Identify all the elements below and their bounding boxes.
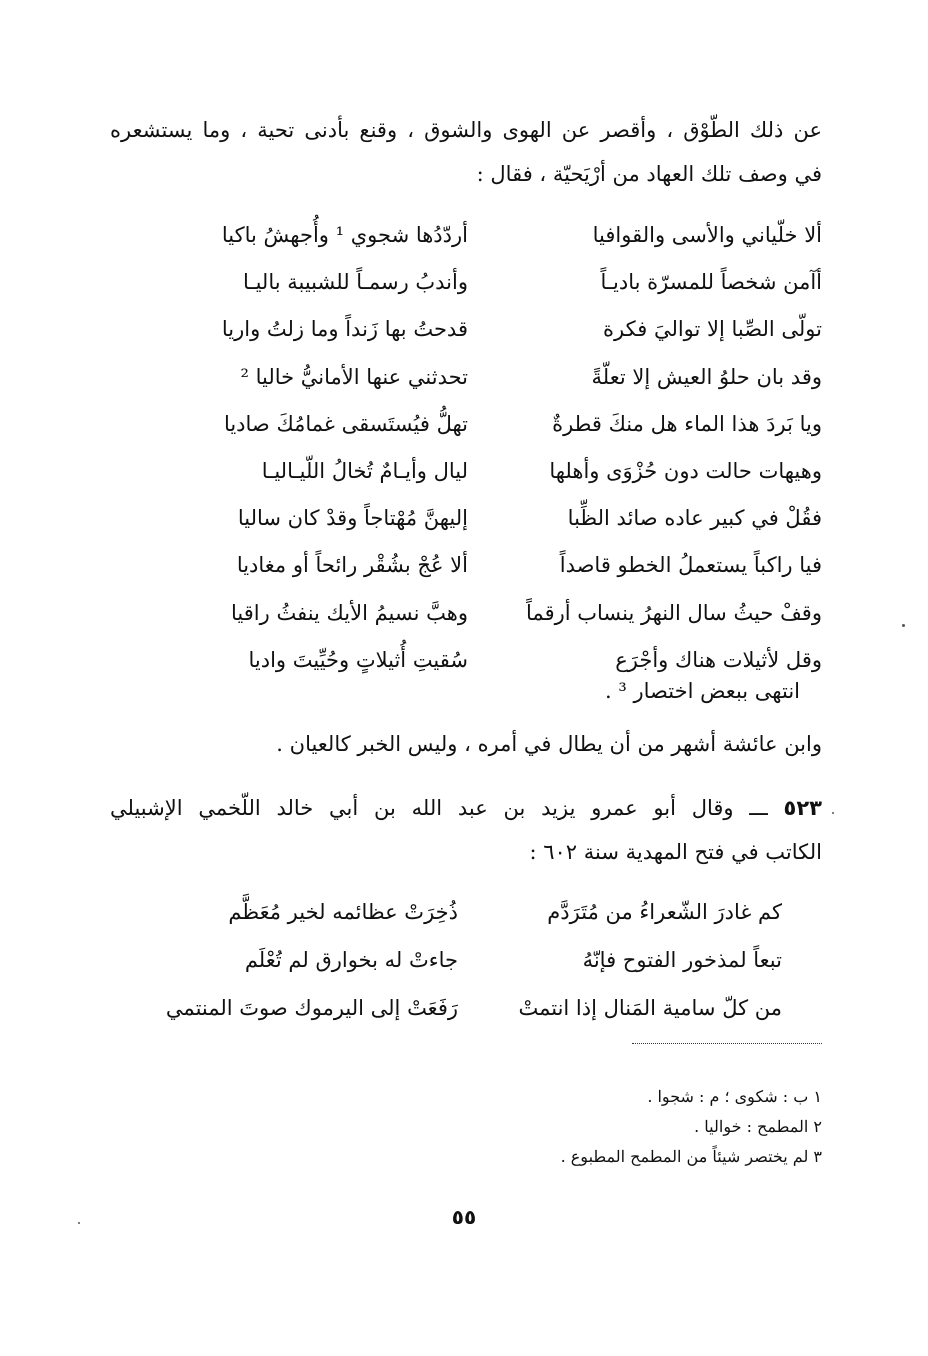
verse-second-hemistich: وهبَّ نسيمُ الأيك ينفثُ راقيا xyxy=(231,600,468,625)
verse-first-hemistich: وقفْ حيثُ سال النهرُ ينساب أرقماً xyxy=(526,600,822,625)
scan-speck xyxy=(902,624,905,627)
scan-speck xyxy=(78,1222,80,1224)
verse-second-hemistich: إليهنَّ مُهْتاجاً وقدْ كان ساليا xyxy=(237,506,468,531)
footnote-separator xyxy=(632,1043,822,1044)
verse-first-hemistich: تبعاً لمذخور الفتوح فإنّهُ xyxy=(582,948,782,972)
page-number: ٥٥ xyxy=(451,1205,477,1229)
verse-second-hemistich: سُقيتِ أُثيلاتٍ وحُيِّيتَ واديا xyxy=(248,647,468,672)
verse-row xyxy=(100,448,822,495)
entry-523-paragraph xyxy=(110,786,822,874)
verse-second-hemistich: تحدثني عنها الأمانيُّ خاليا ² xyxy=(240,364,468,389)
footnotes xyxy=(430,1082,822,1172)
poem-1 xyxy=(100,212,822,684)
verse-row xyxy=(100,354,822,401)
ibn-aisha-sentence: وابن عائشة أشهر من أن يطال في أمره ، وليس الخبر كالعيان . xyxy=(276,732,822,756)
verse-first-hemistich: فيا راكباً يستعملُ الخطو قاصداً xyxy=(559,553,822,578)
intro-line-1: عن ذلك الطّوْق ، وأقصر عن الهوى والشوق ، وقنع بأدنى تحية ، وما يستشعره xyxy=(110,118,822,142)
verse-first-hemistich: من كلّ سامية المَنال إذا انتمتْ xyxy=(518,996,782,1020)
footnote-3: ٣ لم يختصر شيئاً من المطمح المطبوع . xyxy=(560,1147,822,1166)
verse-first-hemistich: فقُلْ في كبير عاده صائد الظِّبا xyxy=(567,506,822,531)
entry-line-1-text: ـــ وقال أبو عمرو يزيد بن عبد الله بن أبي خالد اللّخمي الإشبيلي xyxy=(110,796,784,820)
verse-row xyxy=(150,888,822,936)
verse-second-hemistich: جاءتْ له بخوارق لم تُعْلَم xyxy=(244,948,458,972)
verse-first-hemistich: وهيهات حالت دون حُزْوَى وأهلها xyxy=(549,458,822,483)
verse-row xyxy=(100,306,822,353)
poem-2 xyxy=(150,888,822,1032)
abridgement-note: انتهى ببعض اختصار ³ . xyxy=(605,679,800,703)
verse-first-hemistich: وقل لأثيلات هناك وأجْرَع xyxy=(615,647,822,672)
verse-second-hemistich: تهلُّ فيُستَسقى غمامُكَ صاديا xyxy=(223,411,468,436)
intro-line-2: في وصف تلك العهاد من أرْيَحيّة ، فقال : xyxy=(476,162,822,186)
footnote-1: ١ ب : شكوى ؛ م : شجوا . xyxy=(647,1087,822,1106)
entry-line-2: الكاتب في فتح المهدية سنة ٦٠٢ : xyxy=(529,840,822,864)
verse-row xyxy=(100,401,822,448)
verse-second-hemistich: رَفَعَتْ إلى اليرموك صوتَ المنتمي xyxy=(165,996,458,1020)
verse-row xyxy=(100,212,822,259)
verse-row xyxy=(100,259,822,306)
verse-first-hemistich: ألا خلّياني والأسى والقوافيا xyxy=(592,223,822,247)
verse-row xyxy=(100,590,822,637)
verse-row xyxy=(100,542,822,589)
entry-line-1 xyxy=(110,786,822,830)
entry-number: ٥٢٣ xyxy=(783,796,822,820)
verse-row xyxy=(150,936,822,984)
scan-speck xyxy=(832,812,834,814)
verse-first-hemistich: ويا بَردَ هذا الماء هل منكَ قطرةٌ xyxy=(552,411,822,436)
verse-row xyxy=(100,495,822,542)
verse-second-hemistich: قدحتُ بها زَنداً وما زلتُ واريا xyxy=(221,317,468,342)
verse-first-hemistich: كم غادرَ الشّعراءُ من مُتَرَدَّم xyxy=(547,900,782,924)
verse-first-hemistich: وقد بان حلوُ العيش إلا تعلّةً xyxy=(591,364,822,389)
intro-paragraph xyxy=(110,108,822,196)
verse-second-hemistich: ألا عُجْ بشُقْر رائحاً أو مغاديا xyxy=(236,553,468,578)
verse-first-hemistich: تولّى الصِّبا إلا تواليَ فكرة xyxy=(603,317,822,342)
verse-second-hemistich: ذُخِرَتْ عظائمه لخير مُعَظَّم xyxy=(228,900,458,924)
verse-second-hemistich: ليال وأيـامٌ تُخالُ اللّيـاليـا xyxy=(261,458,468,483)
verse-row xyxy=(150,984,822,1032)
verse-second-hemistich: وأندبُ رسمـاً للشبيبة باليـا xyxy=(243,270,468,295)
footnote-2: ٢ المطمح : خواليا . xyxy=(694,1117,822,1136)
verse-second-hemistich: أردّدُها شجوي ¹ وأُجهشُ باكيا xyxy=(221,223,468,247)
verse-first-hemistich: أآمن شخصاً للمسرّة باديـاً xyxy=(600,270,822,295)
